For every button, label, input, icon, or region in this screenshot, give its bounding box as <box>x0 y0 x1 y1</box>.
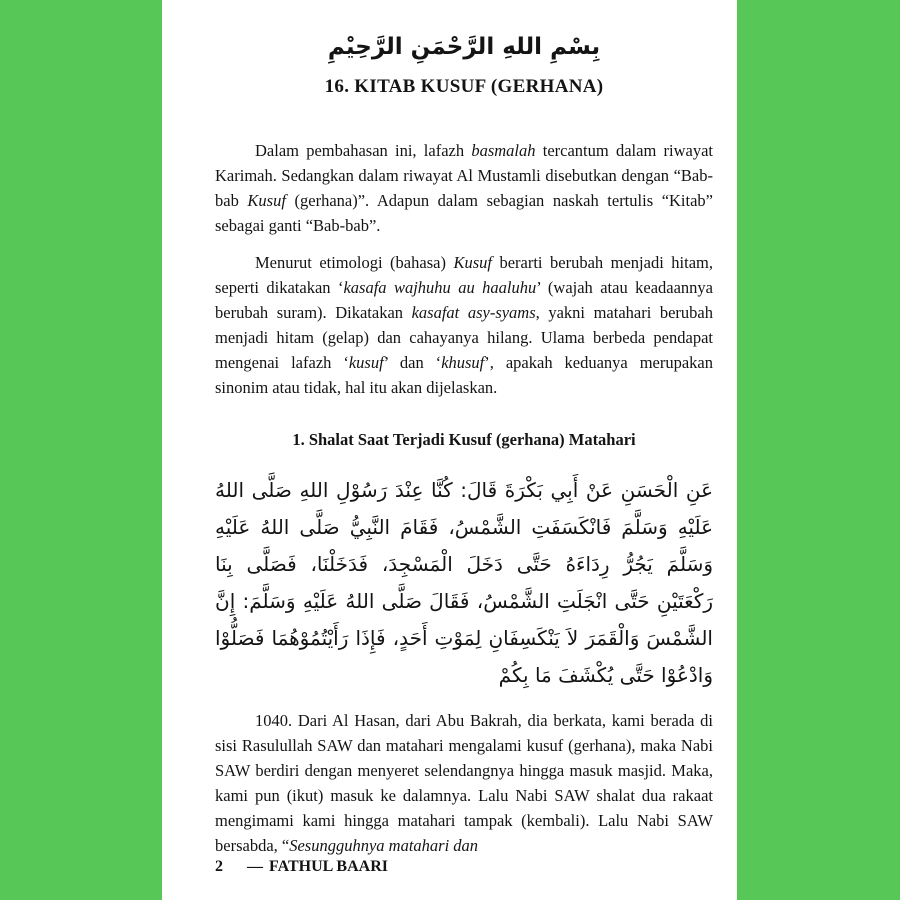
section-heading: 1. Shalat Saat Terjadi Kusuf (gerhana) Matahari <box>292 430 636 449</box>
page-content <box>162 0 737 858</box>
book-title: FATHUL BAARI <box>269 858 388 875</box>
green-border-right <box>737 0 900 900</box>
green-border-left <box>0 0 162 900</box>
paragraph-intro: Dalam pembahasan ini, lafazh basmalah tercantum dalam riwayat Karimah. Sedangkan dalam riwayat Al Mustamli disebutkan dengan “Bab-bab Kusuf (gerhana)”. Adapun dalam sebagian naskah tertulis “Kitab” sebagai ganti “Bab-bab”. <box>215 141 713 235</box>
page-footer <box>215 858 388 876</box>
book-page <box>162 0 737 900</box>
paragraph-etymology: Menurut etimologi (bahasa) Kusuf berarti berubah menjadi hitam, seperti dikatakan ‘kasafa wajhuhu au haaluhu’ (wajah atau keadaannya berubah suram). Dikatakan kasafat asy-syams, yakni matahari berubah menjadi hitam (gelap) dan cahayanya hilang. Ulama berbeda pendapat mengenai lafazh ‘kusuf’ dan ‘khusuf’, apakah keduanya merupakan sinonim atau tidak, hal itu akan dijelaskan. <box>215 253 713 397</box>
page-number: 2 <box>215 858 223 875</box>
bismillah-calligraphy: بِسْمِ اللهِ الرَّحْمَنِ الرَّحِيْمِ <box>327 34 601 60</box>
chapter-title: 16. KITAB KUSUF (GERHANA) <box>324 76 604 97</box>
footer-dash: — <box>247 858 263 875</box>
hadith-translation-paragraph: 1040. Dari Al Hasan, dari Abu Bakrah, dia berkata, kami berada di sisi Rasulullah SAW dan matahari mengalami kusuf (gerhana), maka Nabi SAW berdiri dengan menyeret selendangnya hingga masuk masjid. Maka, kami pun (ikut) masuk ke dalamnya. Lalu Nabi SAW shalat dua rakaat mengimami kami hingga matahari tampak (kembali). Lalu Nabi SAW bersabda, “Sesungguhnya matahari dan <box>215 711 713 855</box>
arabic-hadith-text: عَنِ الْحَسَنِ عَنْ أَبِي بَكْرَةَ قَالَ: كُنَّا عِنْدَ رَسُوْلِ اللهِ صَلَّى اللهُ عَلَيْهِ وَسَلَّمَ فَانْكَسَفَتِ الشَّمْسُ، فَقَامَ النَّبِيُّ صَلَّى اللهُ عَلَيْهِ وَسَلَّمَ يَجُرُّ رِدَاءَهُ حَتَّى دَخَلَ الْمَسْجِدَ، فَدَخَلْنَا، فَصَلَّى بِنَا رَكْعَتَيْنِ حَتَّى انْجَلَتِ الشَّمْسُ، فَقَالَ صَلَّى اللهُ عَلَيْهِ وَسَلَّمَ: إِنَّ الشَّمْسَ وَالْقَمَرَ لاَ يَنْكَسِفَانِ لِمَوْتِ أَحَدٍ، فَإِذَا رَأَيْتُمُوْهُمَا فَصَلُّوْا وَادْعُوْا حَتَّى يُكْشَفَ مَا بِكُمْ <box>215 478 713 687</box>
